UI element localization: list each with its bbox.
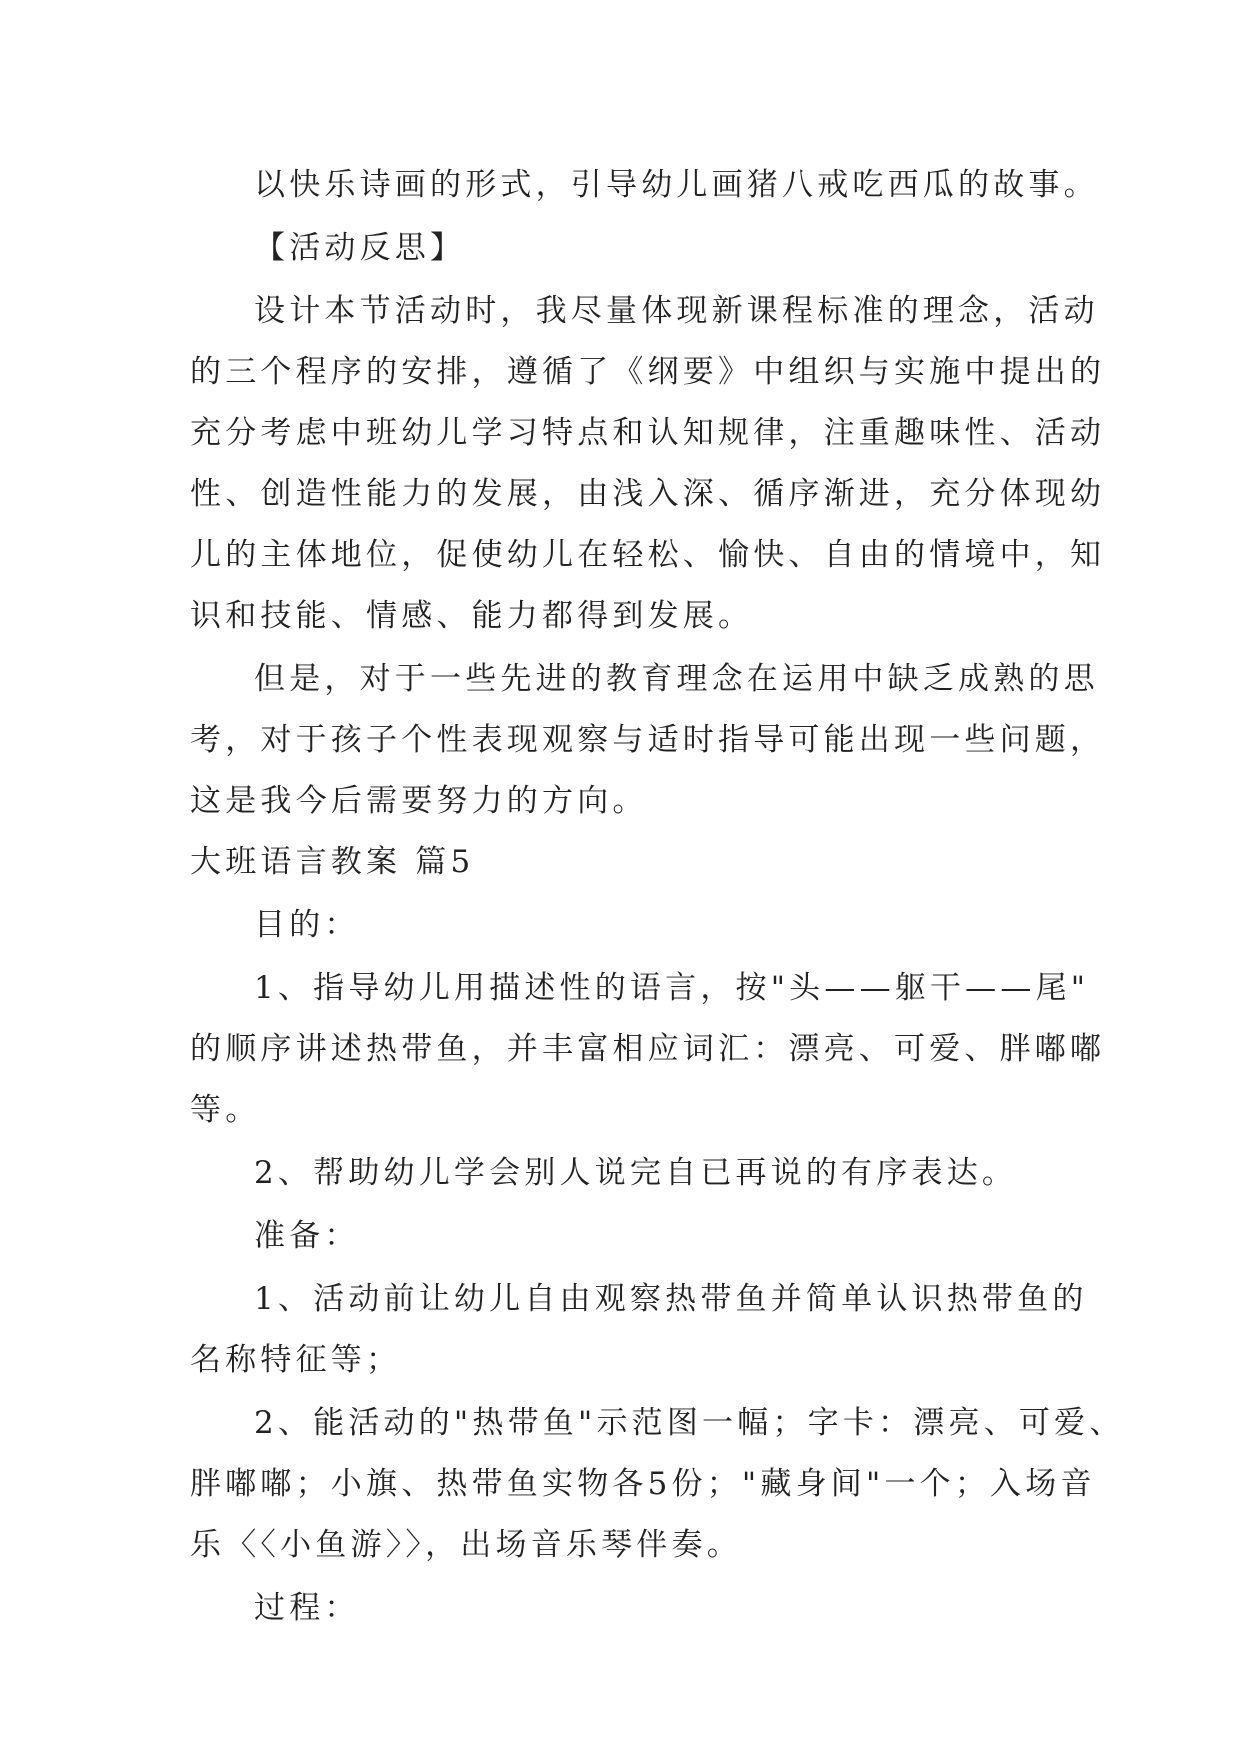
paragraph-line: 2、帮助幼儿学会别人说完自已再说的有序表达。	[254, 1155, 1018, 1191]
section-heading: 目的：	[254, 907, 360, 943]
paragraph-line: 以快乐诗画的形式，引导幼儿画猪八戒吃西瓜的故事。	[254, 167, 1099, 203]
section-heading: 准备：	[254, 1218, 360, 1254]
paragraph-line: 设计本节活动时，我尽量体现新课程标准的理念，活动	[254, 293, 1099, 329]
paragraph-line: 1、指导幼儿用描述性的语言，按"头——躯干——尾"	[254, 970, 1090, 1006]
paragraph-line: 的三个程序的安排，遵循了《纲要》中组织与实施中提出的	[190, 354, 1106, 390]
paragraph-line: 充分考虑中班幼儿学习特点和认知规律，注重趣味性、活动	[190, 415, 1106, 451]
paragraph-line: 识和技能、情感、能力都得到发展。	[190, 598, 754, 634]
lesson-title: 大班语言教案 篇5	[190, 844, 475, 880]
paragraph-line: 名称特征等；	[190, 1342, 402, 1378]
section-heading: 过程：	[254, 1590, 360, 1626]
paragraph-line: 但是，对于一些先进的教育理念在运用中缺乏成熟的思	[254, 661, 1099, 697]
paragraph-line: 考，对于孩子个性表现观察与适时指导可能出现一些问题，	[190, 722, 1106, 758]
paragraph-line: 儿的主体地位，促使幼儿在轻松、愉快、自由的情境中，知	[190, 537, 1106, 573]
paragraph-line: 1、活动前让幼儿自由观察热带鱼并简单认识热带鱼的	[254, 1281, 1088, 1317]
paragraph-line: 乐〈〈小鱼游〉〉，出场音乐琴伴奏。	[190, 1527, 742, 1563]
paragraph-line: 这是我今后需要努力的方向。	[190, 783, 648, 819]
paragraph-line: 等。	[190, 1092, 261, 1128]
paragraph-line: 的顺序讲述热带鱼，并丰富相应词汇：漂亮、可爱、胖嘟嘟	[190, 1031, 1106, 1067]
paragraph-line: 性、创造性能力的发展，由浅入深、循序渐进，充分体现幼	[190, 476, 1106, 512]
paragraph-line: 胖嘟嘟；小旗、热带鱼实物各5份；"藏身间"一个；入场音	[190, 1466, 1096, 1502]
paragraph-line: 2、能活动的"热带鱼"示范图一幅；字卡：漂亮、可爱、	[254, 1405, 1125, 1441]
section-heading: 【活动反思】	[254, 230, 466, 266]
